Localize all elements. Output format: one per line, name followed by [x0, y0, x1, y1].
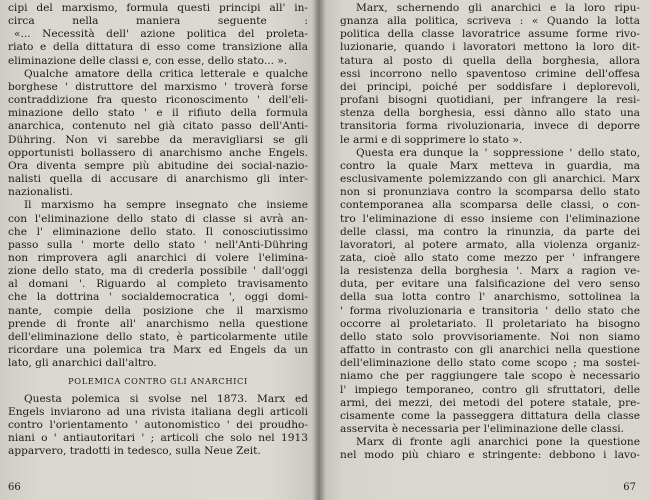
text-line: nazionalisti.: [8, 186, 73, 199]
text-line: Dühring. Non vi sarebbe da meravigliarsi se gli: [8, 133, 308, 146]
text-line: anarchica, contenuto nel già citato passo dell'Anti-: [8, 120, 308, 133]
text-line: essi incorrono nello spaventoso crimine dell'offesa: [340, 67, 640, 80]
text-line: Marx di fronte agli anarchici pone la questione: [356, 436, 640, 449]
text-line: stenza della borghesia, essi dànno allo stato una: [340, 107, 640, 120]
text-line: Marx, schernendo gli anarchici e la loro ripu-: [356, 2, 640, 14]
text-line: che la dottrina ' socialdemocratica ', oggi domi-: [8, 291, 308, 304]
text-line: eliminazione delle classi e, con esse, dello stato... ».: [8, 54, 288, 67]
text-line: contraddizione fra questo riconoscimento ' dell'eli-: [8, 94, 308, 107]
left-page-text-continued: [8, 393, 308, 459]
text-line: niani o ' antiautoritari ' ; articoli che solo nel 1913: [8, 432, 308, 444]
text-line: zione dello stato, ma di crederla possibile ' dall'oggi: [8, 265, 308, 278]
left-page-text: [8, 2, 308, 370]
text-line: Engels inviarono ad una rivista italiana degli articoli: [8, 405, 308, 418]
text-line: della sua lotta contro l' anarchismo, sottolinea la: [340, 291, 640, 304]
text-line: cipi del marxismo, formula questi principi all' in-: [8, 2, 308, 14]
text-line: borghese ' distruttore del marxismo ' troverà forse: [8, 80, 308, 93]
text-line: ricordare una polemica tra Marx ed Engels da un: [8, 344, 308, 357]
page-number: 66: [8, 481, 21, 493]
text-line: passo sulla ' morte dello stato ' nell'Anti-Dühring: [8, 238, 308, 251]
right-page-text: [340, 2, 640, 462]
text-line: apparvero, tradotti in tedesco, sulla Neue Zeit.: [8, 445, 261, 458]
text-line: le armi e di sopprimere lo stato ».: [340, 133, 523, 146]
text-line: al domani '. Riguardo al completo travisamento: [8, 278, 308, 291]
text-line: dell'eliminazione dello stato come scopo ; ma sostei-: [340, 357, 640, 370]
text-line: profani bisogni quotidiani, per infrangere la resi-: [340, 94, 640, 107]
text-line: prende di fronte all' anarchismo nella questione: [8, 317, 308, 330]
text-line: non rimprovera agli anarchici di volere l'elimina-: [8, 251, 308, 264]
text-line: circa nella maniera seguente :: [8, 15, 308, 28]
text-line: la resistenza della borghesia '. Marx a ragion ve-: [340, 265, 640, 278]
text-line: affatto in contrasto con gli anarchici nella questione: [340, 344, 640, 357]
text-line: dell'eliminazione dello stato, è particolarmente utile: [8, 330, 308, 343]
text-line: Questa polemica si svolse nel 1873. Marx ed: [24, 392, 308, 405]
text-line: riato e della dittatura di esso come transizione alla: [8, 41, 308, 54]
text-line: contro l'orientamento ' autonomistico ' dei proudho-: [8, 418, 308, 431]
text-line: duta, per evitare una falsificazione del vero senso: [340, 278, 640, 291]
text-line: opportunisti bollassero di anarchismo anche Engels.: [8, 146, 308, 159]
text-line: che l' eliminazione dello stato. Il conosciutissimo: [8, 225, 308, 238]
text-line: ' forma rivoluzionaria e transitoria ' dello stato che: [340, 304, 640, 317]
text-line: esclusivamente polemizzando con gli anarchici. Marx: [340, 173, 640, 186]
text-line: Ora diventa sempre più abitudine dei social-nazio-: [8, 159, 308, 172]
text-line: gnanza alla politica, scriveva : « Quando la lotta: [340, 15, 640, 28]
text-line: minazione dello stato ' e il rifiuto della formula: [8, 107, 308, 120]
left-page: [0, 0, 316, 500]
text-line: politica della classe lavoratrice assume forme rivo-: [340, 28, 640, 41]
text-line: tatura al posto di quella della borghesia, allora: [340, 54, 640, 67]
text-line: nel modo più chiaro e stringente: debbono i lavo-: [340, 449, 640, 462]
text-line: nante, compie della posizione che il marxismo: [8, 304, 308, 317]
text-line: contemporanea alla scomparsa delle classi, o con-: [340, 199, 640, 212]
text-line: occorre al proletariato. Il proletariato ha bisogno: [340, 317, 640, 330]
text-line: con l'eliminazione dello stato di classe si avrà an-: [8, 212, 308, 225]
text-line: cisamente come la passeggera dittatura della classe: [340, 409, 640, 422]
text-line: lato, gli anarchici dall'altro.: [8, 357, 157, 370]
text-line: asservita è necessaria per l'eliminazione delle classi.: [340, 423, 625, 435]
text-line: tro l'eliminazione di esso insieme con l'eliminazione: [340, 212, 640, 225]
text-line: Qualche amatore della critica letterale e qualche: [24, 67, 308, 80]
text-line: contro la quale Marx metteva in guardia, ma: [340, 159, 640, 172]
text-line: lavoratori, al potere armato, alla violenza organiz-: [340, 238, 640, 251]
text-line: dello stato solo provvisoriamente. Noi non siamo: [340, 330, 640, 343]
text-line: nalisti quella di accusare di anarchismo gli inter-: [8, 173, 308, 186]
text-line: Il marxismo ha sempre insegnato che insieme: [24, 199, 308, 212]
page-number: 67: [623, 481, 636, 493]
section-heading: POLEMICA CONTRO GLI ANARCHICI: [68, 376, 248, 387]
text-line: l' impiego temporaneo, contro gli sfruttatori, delle: [340, 383, 640, 396]
text-line: non si pronunziava contro la scomparsa dello stato: [340, 186, 640, 199]
text-line: dei principi, poiché per soddisfare i deplorevoli,: [340, 80, 640, 93]
text-line: «... Necessità dell' azione politica del proleta-: [14, 28, 308, 41]
text-line: transitoria forma rivoluzionaria, invece di deporre: [340, 120, 640, 133]
text-line: luzionarie, quando i lavoratori mettono la loro dit-: [340, 41, 640, 54]
text-line: niamo che per raggiungere tale scopo è necessario: [340, 370, 640, 383]
text-line: Questa era dunque la ' soppressione ' dello stato,: [356, 146, 640, 159]
text-line: armi, dei mezzi, dei metodi del potere statale, pre-: [340, 396, 640, 409]
text-line: zata, cioè allo stato come mezzo per ' infrangere: [340, 251, 640, 264]
right-page: [316, 0, 650, 500]
text-line: delle classi, ma contro la rinunzia, da parte dei: [340, 225, 640, 238]
